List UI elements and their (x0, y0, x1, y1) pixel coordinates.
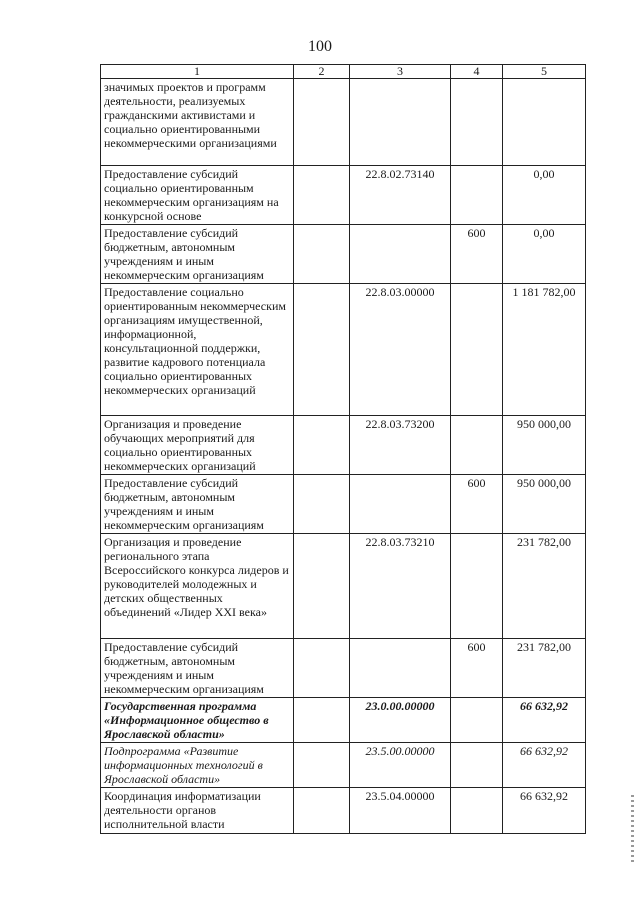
row-col2-cell (294, 698, 350, 743)
row-code-cell: 23.5.04.00000 (350, 788, 451, 834)
row-amount-cell: 66 632,92 (503, 743, 586, 788)
row-name-cell: Предоставление социально ориентированным некоммерческим организациям имущественной, информационной, консультационной поддержки, развитие кадрового потенциала социально ориентированных некоммерческих организаций (101, 284, 294, 416)
table-row (101, 534, 586, 639)
row-name-cell: Организация и проведение регионального этапа Всероссийского конкурса лидеров и руководителей молодежных и детских общественных объединений «Лидер XXI века» (101, 534, 294, 639)
row-type-cell (451, 166, 503, 225)
row-name-cell: Государственная программа «Информационное общество в Ярославской области» (101, 698, 294, 743)
row-type-cell (451, 79, 503, 166)
row-col2-cell (294, 166, 350, 225)
row-code-cell: 23.5.00.00000 (350, 743, 451, 788)
header-col-4: 4 (451, 65, 503, 79)
page-number: 100 (308, 38, 332, 55)
row-amount-cell: 231 782,00 (503, 534, 586, 639)
row-amount-cell: 950 000,00 (503, 416, 586, 475)
table-row (101, 698, 586, 743)
budget-table (100, 64, 586, 834)
row-name-cell: значимых проектов и программ деятельности, реализуемых гражданскими активистами и социально ориентированными некоммерческими организациями (101, 79, 294, 166)
row-code-cell: 22.8.02.73140 (350, 166, 451, 225)
row-col2-cell (294, 416, 350, 475)
row-name-cell: Предоставление субсидий бюджетным, автономным учреждениям и иным некоммерческим организациям (101, 639, 294, 698)
row-amount-cell (503, 79, 586, 166)
row-code-cell: 22.8.03.00000 (350, 284, 451, 416)
row-amount-cell: 0,00 (503, 166, 586, 225)
table-row (101, 743, 586, 788)
row-type-cell (451, 788, 503, 834)
row-amount-cell: 66 632,92 (503, 698, 586, 743)
row-code-cell (350, 225, 451, 284)
row-col2-cell (294, 743, 350, 788)
row-code-cell: 22.8.03.73200 (350, 416, 451, 475)
header-col-2: 2 (294, 65, 350, 79)
row-col2-cell (294, 534, 350, 639)
row-col2-cell (294, 475, 350, 534)
header-col-1: 1 (101, 65, 294, 79)
row-amount-cell: 231 782,00 (503, 639, 586, 698)
scan-edge-mark (631, 795, 634, 865)
row-amount-cell: 0,00 (503, 225, 586, 284)
row-type-cell (451, 698, 503, 743)
table-row (101, 284, 586, 416)
row-col2-cell (294, 788, 350, 834)
row-type-cell: 600 (451, 475, 503, 534)
row-amount-cell: 66 632,92 (503, 788, 586, 834)
row-code-cell (350, 475, 451, 534)
row-name-cell: Предоставление субсидий бюджетным, автономным учреждениям и иным некоммерческим организациям (101, 475, 294, 534)
row-type-cell: 600 (451, 639, 503, 698)
row-name-cell: Координация информатизации деятельности органов исполнительной власти (101, 788, 294, 834)
row-amount-cell: 1 181 782,00 (503, 284, 586, 416)
table-row (101, 166, 586, 225)
row-col2-cell (294, 639, 350, 698)
row-amount-cell: 950 000,00 (503, 475, 586, 534)
row-name-cell: Подпрограмма «Развитие информационных технологий в Ярославской области» (101, 743, 294, 788)
row-col2-cell (294, 284, 350, 416)
table-row (101, 788, 586, 834)
header-col-3: 3 (350, 65, 451, 79)
table-body (101, 79, 586, 834)
row-name-cell: Предоставление субсидий бюджетным, автономным учреждениям и иным некоммерческим организациям (101, 225, 294, 284)
row-type-cell (451, 743, 503, 788)
row-name-cell: Организация и проведение обучающих мероприятий для социально ориентированных некоммерческих организаций (101, 416, 294, 475)
row-col2-cell (294, 79, 350, 166)
row-type-cell (451, 284, 503, 416)
row-col2-cell (294, 225, 350, 284)
row-type-cell: 600 (451, 225, 503, 284)
row-code-cell: 22.8.03.73210 (350, 534, 451, 639)
row-type-cell (451, 534, 503, 639)
row-code-cell (350, 639, 451, 698)
row-code-cell (350, 79, 451, 166)
header-col-5: 5 (503, 65, 586, 79)
table-row (101, 79, 586, 166)
row-code-cell: 23.0.00.00000 (350, 698, 451, 743)
table-row (101, 225, 586, 284)
row-type-cell (451, 416, 503, 475)
table-row (101, 416, 586, 475)
table-row (101, 475, 586, 534)
row-name-cell: Предоставление субсидий социально ориентированным некоммерческим организациям на конкурсной основе (101, 166, 294, 225)
table-header-row (101, 65, 586, 79)
table-row (101, 639, 586, 698)
